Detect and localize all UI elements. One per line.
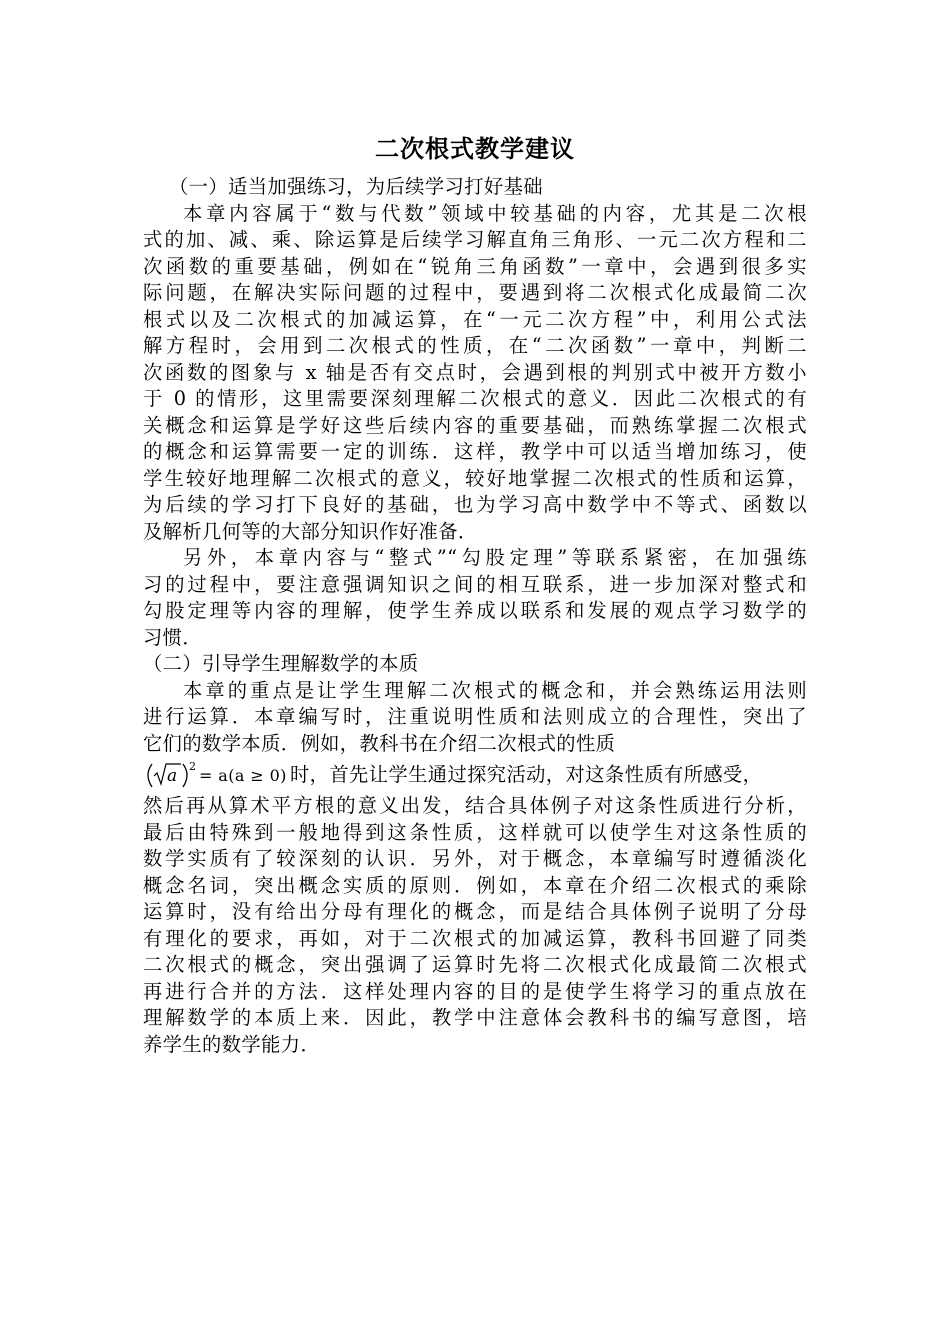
formula-exponent: 2 [189,760,197,773]
formula-trailing-text: 时，首先让学生通过探究活动，对这条性质有所感受， [290,762,763,786]
formula-line [143,757,807,793]
section1-paragraph-2 [143,545,807,651]
text-line: 根式以及二次根式的加减运算，在“一元二次方程”中，利用公式法 [143,307,807,331]
text-line: 然后再从算术平方根的意义出发，结合具体例子对这条性质进行分析， [143,794,807,817]
text-line: 及解析几何等的大部分知识作好准备． [143,519,478,543]
text-line: 本章内容属于“数与代数”领域中较基础的内容，尤其是二次根 [183,201,807,225]
text-line: 进行运算．本章编写时，注重说明性质和法则成立的合理性，突出了 [143,705,807,728]
text-line: 次函数的图象与 x 轴是否有交点时，会遇到根的判别式中被开方数小 [143,360,807,384]
text-line: 它们的数学本质．例如，教科书在介绍二次根式的性质 [143,731,616,755]
formula-var: a [167,766,178,786]
text-line: 二次根式的概念，突出强调了运算时先将二次根式化成最简二次根式 [143,953,807,976]
section-heading-1: （一）适当加强练习，为后续学习打好基础 [169,175,543,198]
section2-paragraph-1 [143,678,807,1059]
text-line: 另外，本章内容与“整式”“勾股定理”等联系紧密，在加强练 [183,546,807,569]
text-line: 习惯． [143,625,203,649]
text-line: 次函数的重要基础，例如在“锐角三角函数”一章中，会遇到很多实 [143,254,807,278]
section-heading-2: （二）引导学生理解数学的本质 [143,652,419,675]
text-line: 关概念和运算是学好这些后续内容的重要基础，而熟练掌握二次根式 [143,413,807,437]
text-line: 养学生的数学能力． [143,1032,321,1056]
text-line: 勾股定理等内容的理解，使学生养成以联系和发展的观点学习数学的 [143,599,807,622]
text-line: 际问题，在解决实际问题的过程中，要遇到将二次根式化成最简二次 [143,281,807,304]
section1-paragraph-1 [143,201,807,546]
text-line: 最后由特殊到一般地得到这条性质，这样就可以使学生对这条性质的 [143,820,807,844]
text-line: 本章的重点是让学生理解二次根式的概念和，并会熟练运用法则 [183,678,807,702]
text-line: 运算时，没有给出分母有理化的概念，而是结合具体例子说明了分母 [143,900,807,923]
text-line: 学生较好地理解二次根式的意义，较好地掌握二次根式的性质和运算， [143,466,807,490]
formula-rhs: = a(a ≥ 0) [199,766,287,785]
sqrt-formula-graphic [143,760,288,790]
text-line: 理解数学的本质上来．因此，教学中注意体会教科书的编写意图，培 [143,1006,807,1029]
square-root-formula [143,760,288,790]
document-body [143,174,807,1058]
text-line: 解方程时，会用到二次根式的性质，在“二次函数”一章中，判断二 [143,334,807,357]
text-line: 为后续的学习打下良好的基础，也为学习高中数学中不等式、函数以 [143,493,807,516]
text-line: 有理化的要求，再如，对于二次根式的加减运算，教科书回避了同类 [143,926,807,950]
text-line: 于 0 的情形，这里需要深刻理解二次根式的意义．因此二次根式的有 [143,387,807,410]
text-line: 习的过程中，要注意强调知识之间的相互联系，进一步加深对整式和 [143,572,807,596]
text-line: 式的加、减、乘、除运算是后续学习解直角三角形、一元二次方程和二 [143,228,807,251]
text-line: 数学实质有了较深刻的认识．另外，对于概念，本章编写时遵循淡化 [143,847,807,870]
text-line: 的概念和运算需要一定的训练．这样，教学中可以适当增加练习，使 [143,440,807,463]
text-line: 再进行合并的方法．这样处理内容的目的是使学生将学习的重点放在 [143,979,807,1003]
document-title: 二次根式教学建议 [375,135,575,163]
text-line: 概念名词，突出概念实质的原则．例如，本章在介绍二次根式的乘除 [143,873,807,897]
